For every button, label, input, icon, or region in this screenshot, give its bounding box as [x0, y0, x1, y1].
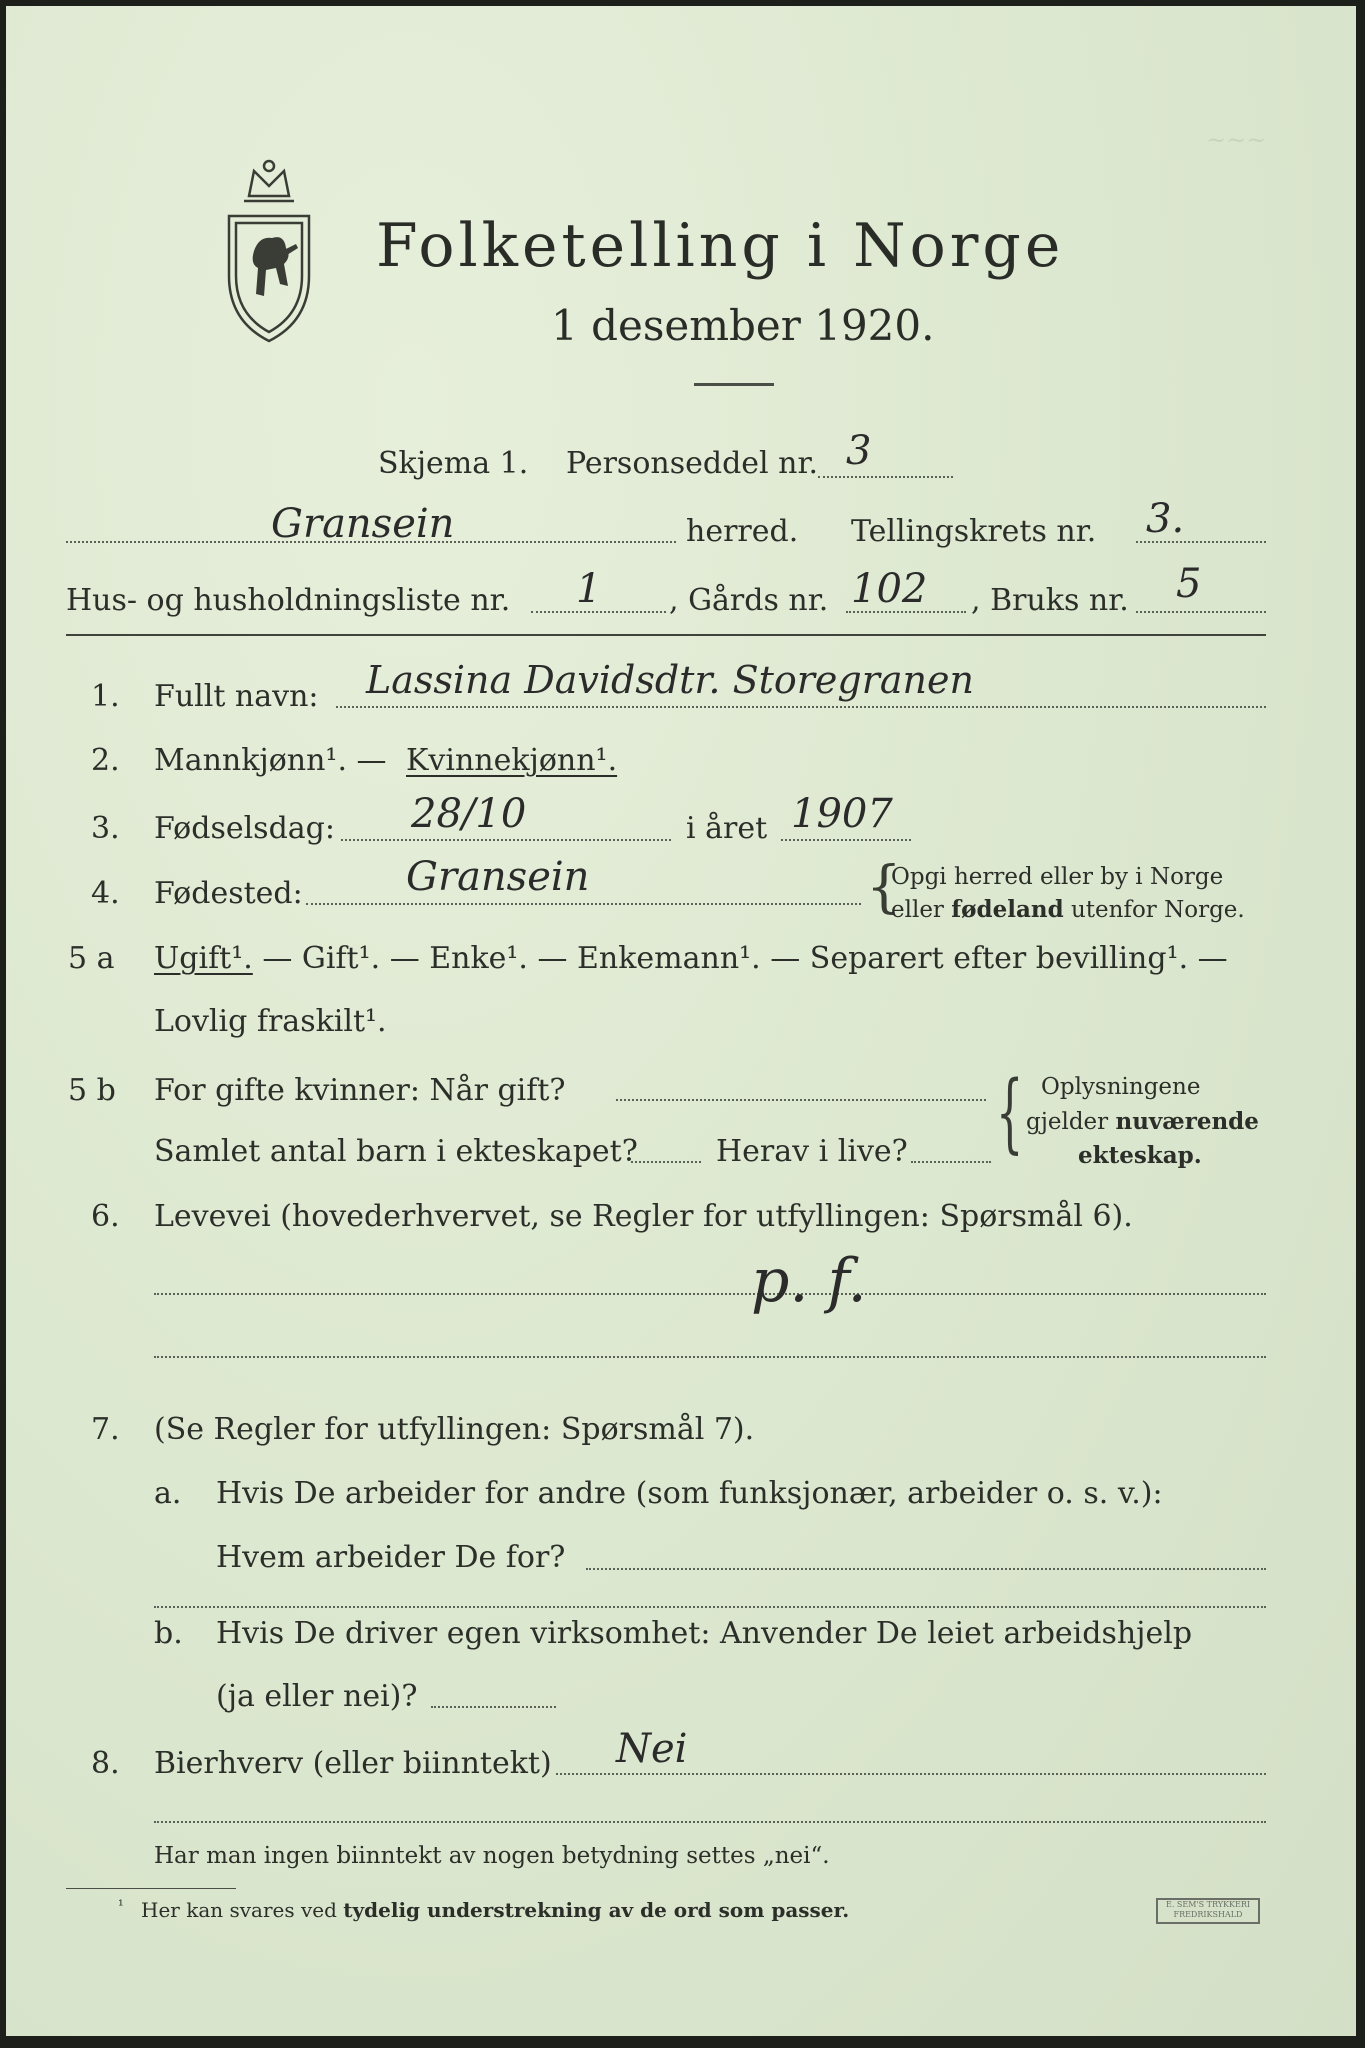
footnote-mark: ¹ — [118, 1898, 124, 1914]
personseddel-field-line — [818, 476, 953, 478]
q4-number: 4. — [91, 876, 120, 911]
q5b-note-line3: ekteskap. — [1078, 1142, 1202, 1169]
q3-number: 3. — [91, 811, 120, 846]
q5b-note-line1: Oplysningene — [1041, 1074, 1201, 1100]
q5b-note-line2: gjelder nuværende — [1026, 1108, 1259, 1135]
nei-instruction-note: Har man ingen biinntekt av nogen betydning settes „nei“. — [154, 1843, 830, 1869]
q4-field-line — [306, 903, 861, 905]
q7b-field-line — [431, 1706, 556, 1708]
q5b-married-date-field-line — [616, 1099, 986, 1101]
tellingskrets-label: Tellingskrets nr. — [851, 514, 1097, 549]
q5b-alive-label: Herav i live? — [716, 1134, 908, 1169]
q6-field-line-2 — [154, 1356, 1266, 1358]
q5b-children-field-line — [631, 1161, 701, 1163]
q8-number: 8. — [91, 1746, 120, 1781]
q5b-alive-field-line — [911, 1161, 991, 1163]
q5b-number: 5 b — [68, 1073, 116, 1108]
form-subtitle: 1 desember 1920. — [551, 301, 935, 350]
census-form-page — [6, 6, 1356, 2036]
q6-field-line-1 — [154, 1293, 1266, 1295]
q3-birthdate-value[interactable]: 28/10 — [411, 791, 527, 837]
q7b-line1: Hvis De driver egen virksomhet: Anvender De leiet arbeidshjelp — [216, 1616, 1193, 1651]
q2-male-option[interactable]: Mannkjønn¹. — — [154, 743, 387, 778]
q5a-other-options[interactable]: — Gift¹. — Enke¹. — Enkemann¹. — Separert efter bevilling¹. — — [252, 941, 1228, 976]
q5a-lovlig-fraskilt-option[interactable]: Lovlig fraskilt¹. — [154, 1004, 387, 1039]
printer-stamp: E. SEM'S TRYKKERI FREDRIKSHALD — [1156, 1898, 1260, 1924]
q5b-children-label: Samlet antal barn i ekteskapet? — [154, 1134, 638, 1169]
q3-birthyear-value[interactable]: 1907 — [791, 791, 893, 837]
q6-number: 6. — [91, 1199, 120, 1234]
bleed-through-text: ~~~ — [1206, 126, 1267, 154]
q8-secondary-income-value[interactable]: Nei — [616, 1726, 688, 1772]
q5b-brace: { — [996, 1063, 1024, 1163]
title-divider — [694, 383, 774, 386]
bruks-label: , Bruks nr. — [971, 583, 1129, 618]
q4-note-line1: Opgi herred eller by i Norge — [891, 864, 1224, 890]
q7a-letter: a. — [154, 1476, 182, 1511]
gards-label: , Gårds nr. — [669, 583, 829, 618]
herred-label: herred. — [686, 514, 799, 549]
footnote-text: Her kan svares ved tydelig understrekning av de ord som passer. — [141, 1898, 850, 1922]
husholdningsliste-value[interactable]: 1 — [576, 566, 602, 612]
q5a-ugift-option-underlined[interactable]: Ugift¹. — [154, 941, 253, 976]
q1-fullname-value[interactable]: Lassina Davidsdtr. Storegranen — [366, 658, 974, 702]
q7-number: 7. — [91, 1412, 120, 1447]
header-separator — [66, 634, 1266, 636]
form-title: Folketelling i Norge — [376, 211, 1065, 281]
q7b-line2: (ja eller nei)? — [216, 1679, 418, 1714]
schema-label: Skjema 1. — [378, 446, 529, 481]
bruks-value[interactable]: 5 — [1176, 561, 1202, 607]
q5b-line1-label: For gifte kvinner: Når gift? — [154, 1073, 566, 1108]
q3-year-field-line — [781, 839, 911, 841]
q8-label: Bierhverv (eller biinntekt) — [154, 1746, 552, 1781]
personseddel-label: Personseddel nr. — [566, 446, 819, 481]
tellingskrets-value[interactable]: 3. — [1146, 496, 1185, 542]
q7a-employer-field-line-2 — [154, 1606, 1266, 1608]
q3-date-field-line — [341, 839, 671, 841]
q4-brace: { — [866, 855, 902, 920]
q2-number: 2. — [91, 743, 120, 778]
q4-note-line2: eller fødeland utenfor Norge. — [891, 896, 1245, 923]
q7a-employer-field-line — [586, 1568, 1266, 1570]
husholdningsliste-label: Hus- og husholdningsliste nr. — [66, 583, 511, 618]
q8-field-line-2 — [154, 1821, 1266, 1823]
q7b-letter: b. — [154, 1616, 183, 1651]
q7a-line2: Hvem arbeider De for? — [216, 1540, 566, 1575]
q8-field-line — [556, 1773, 1266, 1775]
q5a-number: 5 a — [68, 941, 115, 976]
q7a-line1: Hvis De arbeider for andre (som funksjonær, arbeider o. s. v.): — [216, 1476, 1163, 1511]
q7-label: (Se Regler for utfyllingen: Spørsmål 7). — [154, 1412, 755, 1447]
q2-female-option-underlined[interactable]: Kvinnekjønn¹. — [406, 743, 618, 778]
q4-label: Fødested: — [154, 876, 303, 911]
q6-label: Levevei (hovederhvervet, se Regler for utfyllingen: Spørsmål 6). — [154, 1199, 1133, 1234]
q1-number: 1. — [91, 679, 120, 714]
q1-label: Fullt navn: — [154, 679, 319, 714]
q3-label: Fødselsdag: — [154, 811, 335, 846]
bruks-field-line — [1136, 611, 1266, 613]
q3-year-label: i året — [686, 811, 768, 846]
q1-field-line — [336, 706, 1266, 708]
personseddel-value[interactable]: 3 — [846, 428, 872, 474]
q4-birthplace-value[interactable]: Gransein — [406, 854, 590, 900]
q6-occupation-value[interactable]: p. f. — [751, 1246, 867, 1316]
footnote-rule — [66, 1888, 236, 1889]
gards-value[interactable]: 102 — [851, 566, 928, 612]
q5a-options — [154, 941, 1228, 976]
herred-value[interactable]: Gransein — [271, 501, 455, 547]
norwegian-coat-of-arms-icon — [214, 156, 324, 346]
